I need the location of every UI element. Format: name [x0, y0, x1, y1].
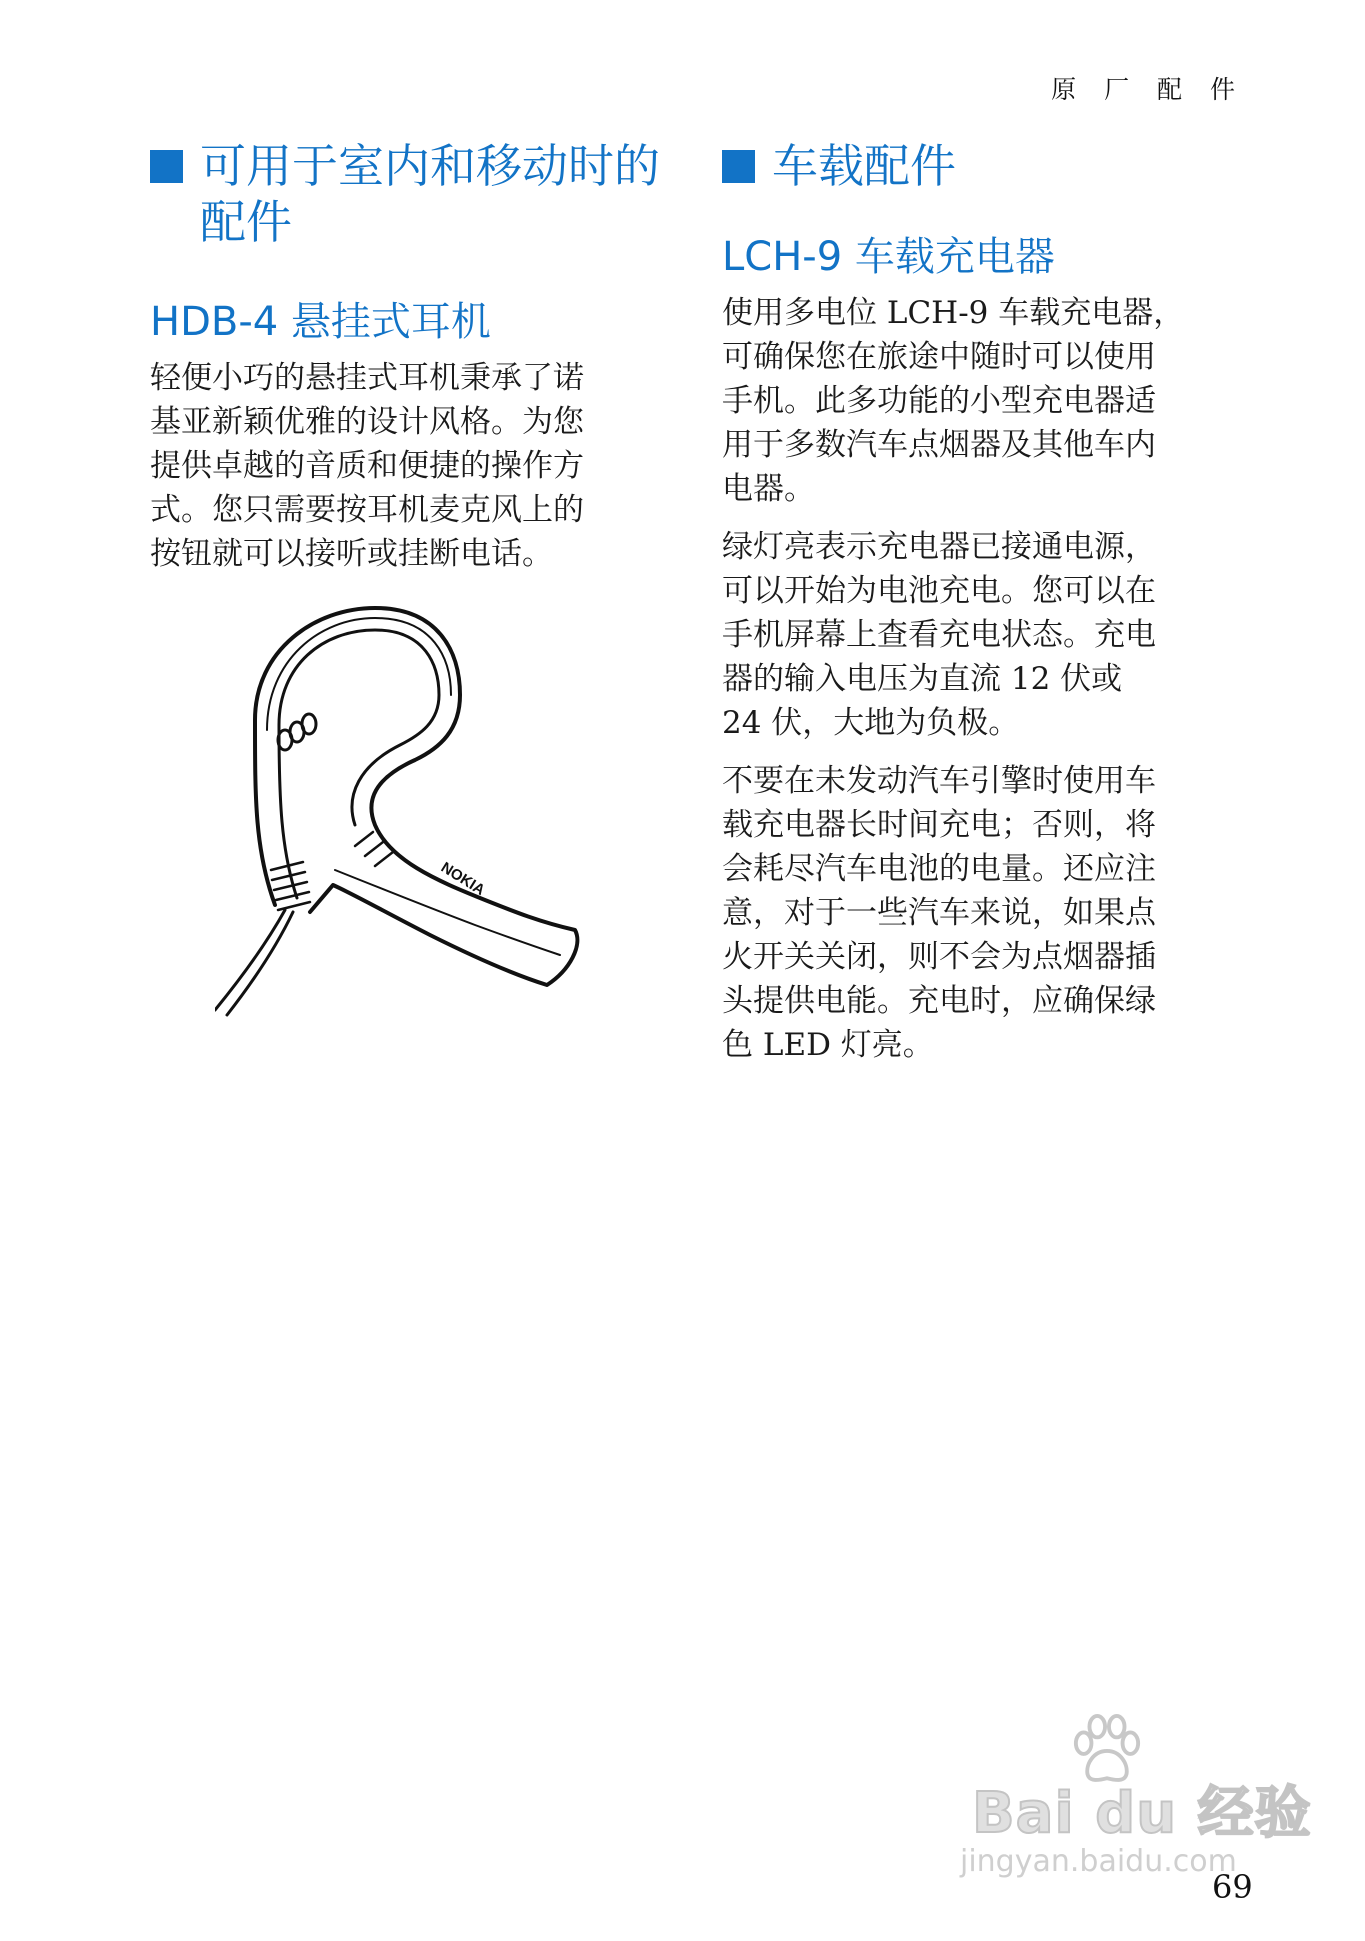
- text-line: 手机。此多功能的小型充电器适: [722, 383, 1156, 419]
- section-title-car-accessories: [722, 138, 1242, 194]
- text-line: 手机屏幕上查看充电状态。充电: [722, 617, 1156, 653]
- section-title-line: 配件: [200, 195, 292, 249]
- text-line: 器的输入电压为直流 12 伏或: [722, 661, 1123, 697]
- text-line: 电器。: [722, 471, 815, 507]
- hdb4-description: [150, 356, 680, 576]
- section-square-icon: [722, 150, 755, 183]
- text-line: 基亚新颖优雅的设计风格。为您: [150, 404, 584, 440]
- lch9-paragraph-3: [722, 759, 1242, 1067]
- text-line: 头提供电能。充电时，应确保绿: [722, 983, 1156, 1019]
- running-head: 原 厂 配 件: [1051, 75, 1245, 104]
- product-title-lch9: LCH-9 车载充电器: [722, 234, 1055, 280]
- product-title-hdb4: HDB-4 悬挂式耳机: [150, 299, 491, 345]
- lch9-paragraph-2: [722, 525, 1242, 745]
- text-line: 式。您只需要按耳机麦克风上的: [150, 492, 584, 528]
- section-square-icon: [150, 150, 183, 183]
- earphone-illustration: [215, 600, 595, 1040]
- text-line: 按钮就可以接听或挂断电话。: [150, 536, 553, 572]
- text-line: 火开关关闭，则不会为点烟器插: [722, 939, 1156, 975]
- baidu-watermark: [960, 1720, 1312, 1879]
- text-line: 绿灯亮表示充电器已接通电源，: [722, 529, 1156, 565]
- text-line: 可确保您在旅途中随时可以使用: [722, 339, 1156, 375]
- watermark-site: jingyan.baidu.com: [960, 1844, 1237, 1879]
- text-line: 提供卓越的音质和便捷的操作方: [150, 448, 584, 484]
- text-line: 会耗尽汽车电池的电量。还应注: [722, 851, 1156, 887]
- section-title-indoor-mobile: [150, 138, 680, 250]
- text-line: 色 LED 灯亮。: [722, 1027, 934, 1063]
- text-line: 不要在未发动汽车引擎时使用车: [722, 763, 1156, 799]
- watermark-brand: Bai du 经验: [972, 1781, 1312, 1846]
- text-line: 载充电器长时间充电；否则，将: [722, 807, 1156, 843]
- left-column: [150, 138, 680, 576]
- text-line: 意，对于一些汽车来说，如果点: [722, 895, 1156, 931]
- text-line: 可以开始为电池充电。您可以在: [722, 573, 1156, 609]
- text-line: 用于多数汽车点烟器及其他车内: [722, 427, 1156, 463]
- right-column: [722, 138, 1242, 1067]
- nokia-brand-label: NOKIA: [437, 858, 488, 900]
- text-line: 24 伏，大地为负极。: [722, 705, 1020, 741]
- paw-icon: [1068, 1714, 1146, 1786]
- section-title-line: 车载配件: [772, 139, 956, 193]
- section-title-line: 可用于室内和移动时的: [200, 139, 660, 193]
- page-number: 69: [1212, 1868, 1253, 1906]
- lch9-paragraph-1: [722, 291, 1242, 511]
- text-line: 轻便小巧的悬挂式耳机秉承了诺: [150, 360, 584, 396]
- text-line: 使用多电位 LCH-9 车载充电器，: [722, 295, 1185, 331]
